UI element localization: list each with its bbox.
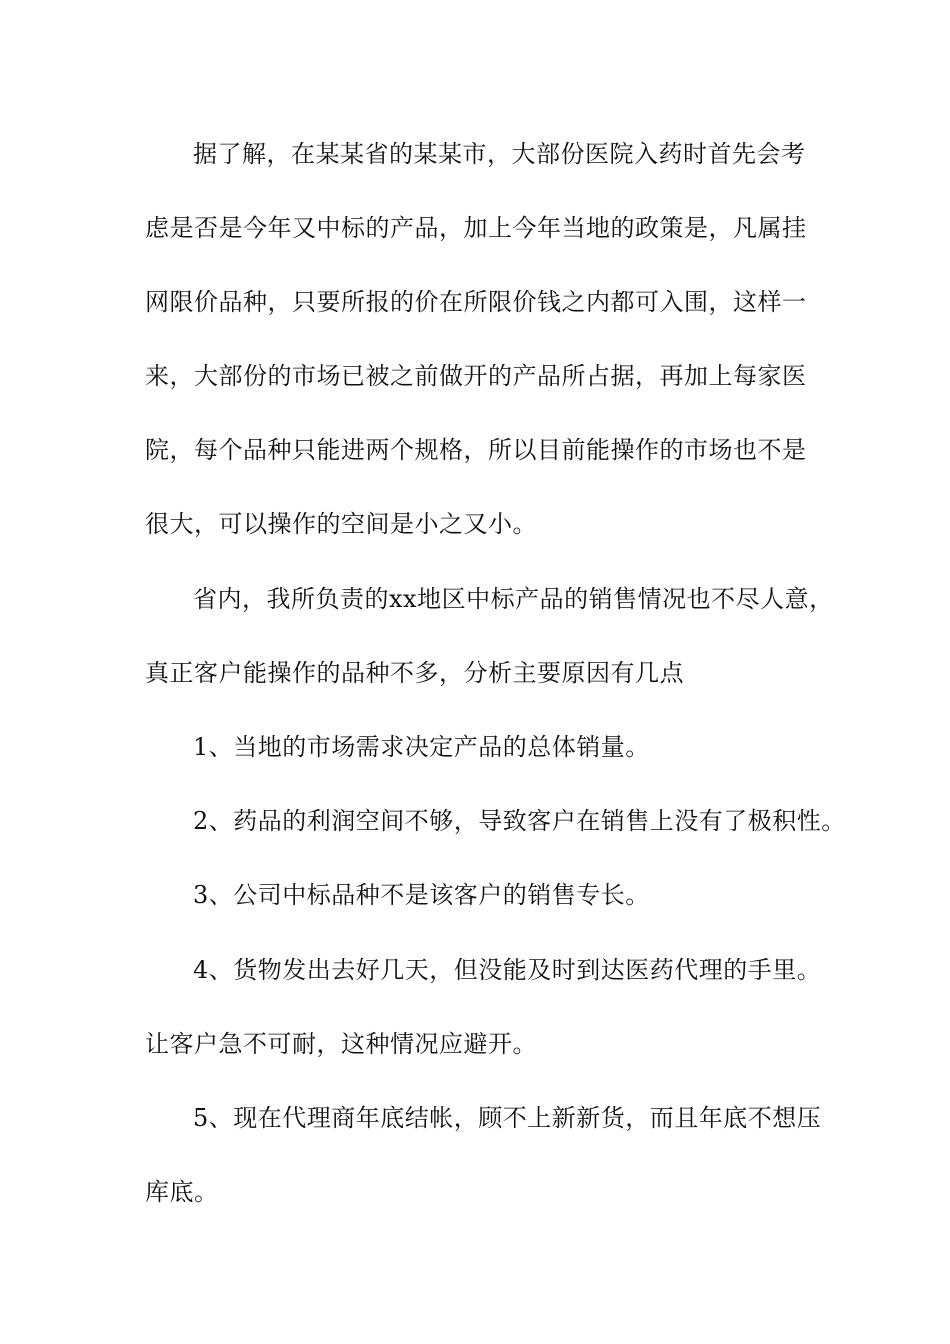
paragraph-1-line-5: 院，每个品种只能进两个规格，所以目前能操作的市场也不是: [145, 436, 807, 464]
paragraph-1-line-6: 很大，可以操作的空间是小之又小。: [145, 510, 537, 538]
paragraph-1-line-3: 网限价品种，只要所报的价在所限价钱之内都可入围，这样一: [145, 288, 807, 316]
paragraph-1-line-1: 据了解，在某某省的某某市，大部份医院入药时首先会考: [193, 140, 806, 168]
list-item-3: 3、公司中标品种不是该客户的销售专长。: [193, 881, 650, 909]
list-item-5-line-2: 库底。: [145, 1178, 219, 1206]
list-item-4-line-1: 4、货物发出去好几天，但没能及时到达医药代理的手里。: [193, 956, 822, 984]
list-item-2: 2、药品的利润空间不够，导致客户在销售上没有了极积性。: [193, 807, 846, 835]
paragraph-1-line-2: 虑是否是今年又中标的产品，加上今年当地的政策是，凡属挂: [145, 214, 807, 242]
paragraph-2-line-2: 真正客户能操作的品种不多，分析主要原因有几点: [145, 659, 684, 687]
paragraph-1-line-4: 来，大部份的市场已被之前做开的产品所占据，再加上每家医: [145, 362, 807, 390]
paragraph-2-line-1: 省内，我所负责的xx地区中标产品的销售情况也不尽人意，: [193, 585, 834, 613]
list-item-1: 1、当地的市场需求决定产品的总体销量。: [193, 733, 650, 761]
list-item-5-line-1: 5、现在代理商年底结帐，顾不上新新货，而且年底不想压: [193, 1104, 822, 1132]
list-item-4-line-2: 让客户急不可耐，这种情况应避开。: [145, 1030, 537, 1058]
